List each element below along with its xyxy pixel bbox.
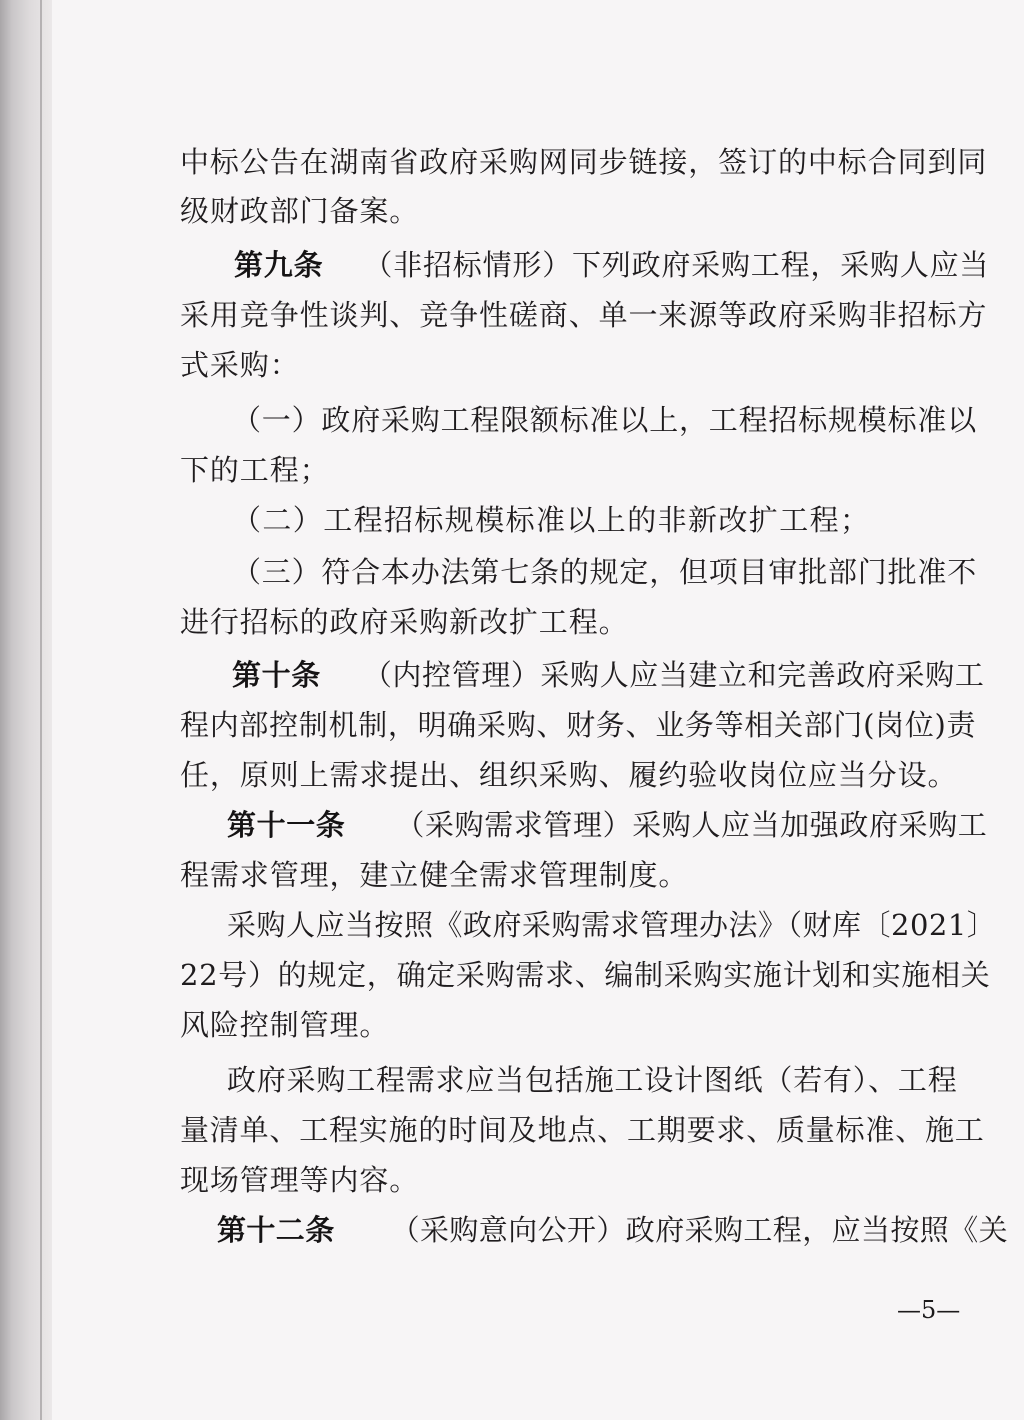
- binding-shadow: [0, 0, 52, 1420]
- text-line: [180, 1005, 389, 1045]
- text-line: [180, 1110, 985, 1150]
- line-text: 采购人应当按照《政府采购需求管理办法》（财库〔2021〕: [227, 908, 997, 942]
- line-text: （非招标情形）下列政府采购工程，采购人应当: [363, 248, 990, 282]
- line-text: 程内部控制机制，明确采购、财务、业务等相关部门(岗位)责: [180, 708, 977, 742]
- line-text: （二）工程招标规模标准以上的非新改扩工程；: [232, 503, 871, 537]
- text-line: [180, 191, 419, 231]
- text-line: [180, 955, 991, 995]
- line-text: （采购需求管理）采购人应当加强政府采购工: [395, 808, 988, 842]
- article-line: [227, 805, 987, 845]
- line-text: （内控管理）采购人应当建立和完善政府采购工: [362, 658, 985, 692]
- text-line: [232, 552, 977, 592]
- line-text: 量清单、工程实施的时间及地点、工期要求、质量标准、施工: [180, 1113, 985, 1147]
- line-text: 22号）的规定，确定采购需求、编制采购实施计划和实施相关: [180, 958, 991, 992]
- text-line: [180, 450, 330, 490]
- line-text: 下的工程；: [180, 453, 330, 487]
- article-line: [234, 245, 989, 285]
- line-text: （一）政府采购工程限额标准以上，工程招标规模标准以: [232, 403, 978, 437]
- text-line: [180, 1160, 419, 1200]
- article-line: [232, 655, 984, 695]
- page-number: —5—: [897, 1296, 961, 1324]
- text-line: [180, 295, 987, 335]
- text-line: [180, 142, 987, 182]
- article-line: [217, 1210, 1008, 1250]
- line-text: （采购意向公开）政府采购工程，应当按照《关: [390, 1213, 1009, 1247]
- text-line: [227, 905, 996, 945]
- binding-crease: [40, 0, 42, 1420]
- line-text: 任，原则上需求提出、组织采购、履约验收岗位应当分设。: [180, 758, 958, 792]
- line-text: 式采购：: [180, 348, 300, 382]
- article-heading: 第十一条: [227, 808, 346, 842]
- line-text: 采用竞争性谈判、竞争性磋商、单一来源等政府采购非招标方: [180, 298, 988, 332]
- text-line: [232, 400, 977, 440]
- text-line: [180, 705, 976, 745]
- line-text: 级财政部门备案。: [180, 194, 420, 228]
- document-page: [52, 0, 1024, 1420]
- line-text: 进行招标的政府采购新改扩工程。: [180, 605, 629, 639]
- text-line: [227, 1060, 958, 1100]
- line-text: （三）符合本办法第七条的规定，但项目审批部门批准不: [232, 555, 978, 589]
- text-line: [180, 602, 629, 642]
- line-text: 程需求管理，建立健全需求管理制度。: [180, 858, 689, 892]
- line-text: 中标公告在湖南省政府采购网同步链接，签订的中标合同到同: [180, 145, 988, 179]
- text-line: [180, 755, 957, 795]
- line-text: 现场管理等内容。: [180, 1163, 420, 1197]
- text-line: [180, 855, 688, 895]
- text-line: [180, 345, 300, 385]
- article-heading: 第九条: [234, 248, 324, 282]
- article-heading: 第十二条: [217, 1213, 335, 1247]
- line-text: 风险控制管理。: [180, 1008, 390, 1042]
- article-heading: 第十条: [232, 658, 321, 692]
- text-line: [232, 500, 870, 540]
- line-text: 政府采购工程需求应当包括施工设计图纸（若有）、工程: [227, 1063, 958, 1097]
